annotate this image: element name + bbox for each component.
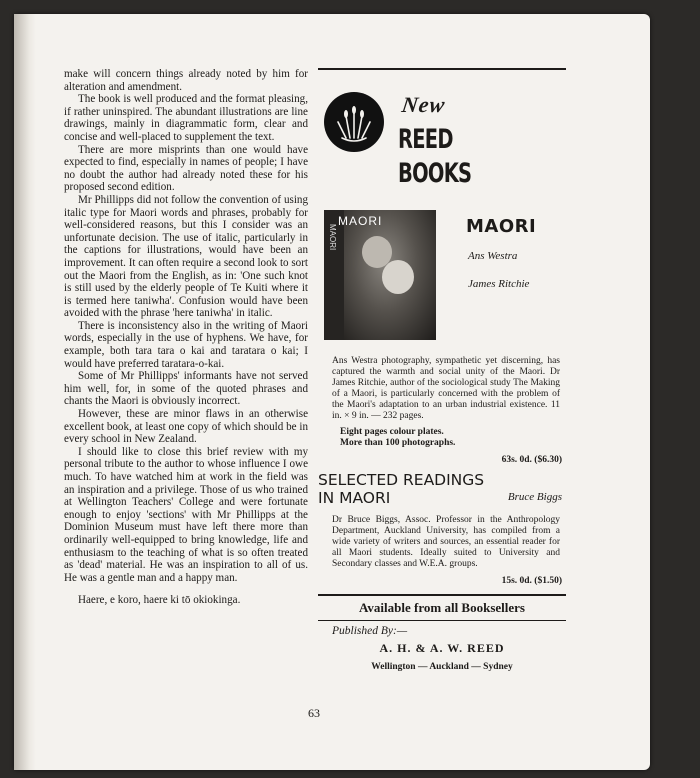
review-paragraph: make will concern things already noted by him for alteration and amendment. [64, 68, 308, 93]
review-paragraph: Some of Mr Phillipps' informants have not served him well, for, in some of the quoted phrases and chants the Maori is obviously incorrect. [64, 370, 308, 408]
cover-face [382, 260, 414, 294]
review-paragraph: There are more misprints than one would have expected to find, especially in names of people; I have no doubt the author had already noted these for his proposed second edition. [64, 143, 308, 194]
review-paragraph: There is inconsistency also in the writing of Maori words, especially in the use of hyphens. We have, for example, both tara tara o kai and taratara o kai; I would have preferred taratara-o-kai. [64, 319, 308, 370]
book-features [340, 427, 566, 449]
selected-readings-description: Dr Bruce Biggs, Assoc. Professor in the Anthropology Department, Auckland University, has compiled from a wide variety of writers and sources, an essential reader for all Maori students. Ideally suited to University and Secondary classes and W.E.A. groups. [332, 515, 560, 570]
availability-bottom-rule [318, 620, 566, 621]
publisher-cities: Wellington — Auckland — Sydney [371, 661, 513, 672]
binding-gutter [14, 14, 36, 770]
selected-readings-author: Bruce Biggs [507, 491, 562, 504]
review-paragraph: However, these are minor flaws in an otherwise excellent book, at least one copy of which should be in every school in New Zealand. [64, 408, 308, 446]
book-feature: Eight pages colour plates. [340, 427, 444, 438]
brand-reed-label: REED [398, 124, 453, 155]
book-feature: More than 100 photographs. [340, 438, 456, 449]
review-paragraph: I should like to close this brief review with my personal tribute to the author to whose influence I owe much. To have watched him at work in the field was an inspiration and a privilege. Those of us who trained at Wellington Teachers' College and were fortunate enough to enjoy 'sections' with Mr Phillipps at the Dominion Museum must have left there more than ordinarily well-equipped to bring knowledge, life and enthusiasm to the teaching of what is so often treated as 'dead' material. He was an inspiration to all of us. He was a gentle man and a happy man. [64, 445, 308, 584]
book-description: Ans Westra photography, sympathetic yet discerning, has captured the warmth and social unity of the Maori. Dr James Ritchie, author of the sociological study The Making of a Maori, is particularly concerned with the problem of the Maori's adaptation to an urban industrial existence. 11 in. × 9 in. — 232 pages. [332, 356, 560, 421]
review-column [64, 68, 308, 607]
cover-spine-title: MAORI [328, 224, 337, 251]
review-paragraph: The book is well produced and the format pleasing, if rather uninspired. The abundant illustrations are line drawings, mainly in diagrammatic form, clear and concise and well-placed to supplement the text. [64, 93, 308, 143]
published-by-label: Published By:— [332, 624, 408, 637]
reed-emblem-icon [324, 92, 384, 152]
brand-books-label: BOOKS [398, 158, 472, 189]
availability-banner: Available from all Booksellers [359, 599, 525, 615]
book-title: MAORI [466, 216, 537, 237]
book-author: James Ritchie [468, 278, 530, 290]
book-cover-image [324, 210, 436, 340]
maori-book-block [318, 210, 566, 348]
review-paragraph: Mr Phillipps did not follow the convention of using italic type for Maori words and phrases, probably for well-considered reasons, but this I consider was an unfortunate decision. The use of italic, particularly in the captions for illustrations, would have been an improvement. It can often require a second look to sort out the Maori from the English, as in: 'One such knot is still used by the elderly people of Te Kuiti where it is termed here taniwha'. Confusion would have been avoided with the phrase 'here taniwha' in italic. [64, 193, 308, 320]
brand-new-label: New [400, 92, 448, 117]
publisher-name: A. H. & A. W. REED [379, 640, 505, 655]
selected-readings-title [318, 471, 566, 507]
selected-readings-line: IN MAORI [318, 489, 391, 508]
review-signoff: Haere, e koro, haere ki tō okiokinga. [78, 594, 241, 607]
selected-readings-line: SELECTED READINGS [318, 471, 485, 490]
page-number: 63 [308, 706, 320, 720]
book-page [14, 14, 650, 770]
selected-readings-price: 15s. 0d. ($1.50) [501, 575, 562, 586]
reed-brand [318, 70, 566, 192]
advertisement [318, 68, 566, 672]
book-price: 63s. 0d. ($6.30) [501, 455, 562, 466]
cover-title: MAORI [338, 214, 383, 228]
book-author: Ans Westra [468, 250, 518, 262]
